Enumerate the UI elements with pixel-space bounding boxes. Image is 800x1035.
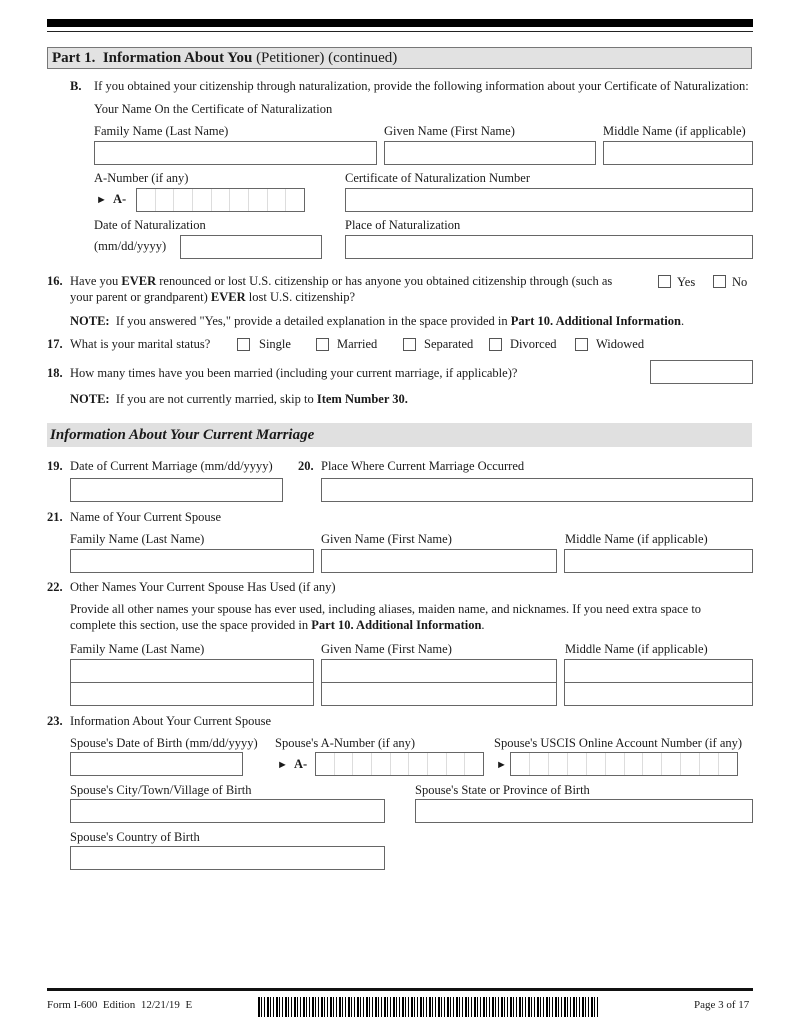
item-16-note: NOTE: If you answered "Yes," provide a detailed explanation in the space provided in Part 10. Additional Information. bbox=[70, 314, 685, 328]
nat-middle-name-input[interactable] bbox=[603, 141, 753, 165]
nat-date-input[interactable] bbox=[180, 235, 322, 259]
item-19-number: 19. bbox=[47, 459, 63, 473]
bottom-rule bbox=[47, 988, 753, 991]
nat-family-name-label: Family Name (Last Name) bbox=[94, 124, 229, 138]
nat-middle-name-label: Middle Name (if applicable) bbox=[603, 124, 746, 138]
nat-a-prefix: A- bbox=[113, 192, 127, 206]
spouse-middle-name-label: Middle Name (if applicable) bbox=[565, 532, 708, 546]
section-header-current-marriage: Information About Your Current Marriage bbox=[47, 423, 752, 447]
marital-single-checkbox[interactable] bbox=[237, 338, 250, 351]
other-family-name-label: Family Name (Last Name) bbox=[70, 642, 205, 656]
other-family-name-input-2[interactable] bbox=[70, 682, 314, 706]
top-rule-thin bbox=[47, 31, 753, 32]
spouse-city-label: Spouse's City/Town/Village of Birth bbox=[70, 783, 252, 797]
item-23-number: 23. bbox=[47, 714, 63, 728]
other-given-name-input-2[interactable] bbox=[321, 682, 557, 706]
item-22-instructions-line2: complete this section, use the space provided in Part 10. Additional Information. bbox=[70, 618, 485, 632]
cert-number-input[interactable] bbox=[345, 188, 753, 212]
spouse-a-number-label: Spouse's A-Number (if any) bbox=[275, 736, 416, 750]
spouse-country-input[interactable] bbox=[70, 846, 385, 870]
nat-given-name-label: Given Name (First Name) bbox=[384, 124, 515, 138]
arrow-icon: ► bbox=[496, 759, 507, 771]
marriage-place-input[interactable] bbox=[321, 478, 753, 502]
nat-a-number-input[interactable] bbox=[136, 188, 305, 212]
item-20-label: Place Where Current Marriage Occurred bbox=[321, 459, 525, 473]
marital-widowed-checkbox[interactable] bbox=[575, 338, 588, 351]
other-family-name-input-1[interactable] bbox=[70, 659, 314, 683]
item-16-no-checkbox[interactable] bbox=[713, 275, 726, 288]
spouse-uscis-account-input[interactable] bbox=[510, 752, 738, 776]
cert-number-label: Certificate of Naturalization Number bbox=[345, 171, 530, 185]
marital-married-label: Married bbox=[337, 337, 378, 351]
nat-place-label: Place of Naturalization bbox=[345, 218, 461, 232]
marital-single-label: Single bbox=[259, 337, 291, 351]
item-18-question: How many times have you been married (including your current marriage, if applicable)? bbox=[70, 366, 518, 380]
nat-a-number-label: A-Number (if any) bbox=[94, 171, 189, 185]
item-16-number: 16. bbox=[47, 274, 63, 288]
item-23-label: Information About Your Current Spouse bbox=[70, 714, 272, 728]
item-18-number: 18. bbox=[47, 366, 63, 380]
spouse-city-input[interactable] bbox=[70, 799, 385, 823]
item-16-question-line2: your parent or grandparent) EVER lost U.S. citizenship? bbox=[70, 290, 356, 304]
item-19-label: Date of Current Marriage (mm/dd/yyyy) bbox=[70, 459, 273, 473]
item-b-letter: B. bbox=[70, 79, 82, 93]
nat-given-name-input[interactable] bbox=[384, 141, 596, 165]
item-20-number: 20. bbox=[298, 459, 314, 473]
spouse-middle-name-input[interactable] bbox=[564, 549, 753, 573]
marital-separated-label: Separated bbox=[424, 337, 474, 351]
part-title: Information About You bbox=[102, 50, 253, 66]
nat-family-name-input[interactable] bbox=[94, 141, 377, 165]
barcode bbox=[258, 997, 600, 1017]
footer-page-number: Page 3 of 17 bbox=[694, 999, 750, 1011]
spouse-given-name-input[interactable] bbox=[321, 549, 557, 573]
item-16-yes-label: Yes bbox=[677, 275, 696, 289]
spouse-given-name-label: Given Name (First Name) bbox=[321, 532, 452, 546]
item-22-label: Other Names Your Current Spouse Has Used (if any) bbox=[70, 580, 336, 594]
arrow-icon: ► bbox=[96, 194, 107, 206]
marital-separated-checkbox[interactable] bbox=[403, 338, 416, 351]
spouse-state-input[interactable] bbox=[415, 799, 753, 823]
spouse-state-label: Spouse's State or Province of Birth bbox=[415, 783, 590, 797]
item-17-question: What is your marital status? bbox=[70, 337, 211, 351]
item-16-yes-checkbox[interactable] bbox=[658, 275, 671, 288]
item-22-instructions-line1: Provide all other names your spouse has ever used, including aliases, maiden name, and nicknames. If you need extra space to bbox=[70, 602, 702, 616]
item-18-note: NOTE: If you are not currently married, skip to Item Number 30. bbox=[70, 392, 408, 406]
other-given-name-label: Given Name (First Name) bbox=[321, 642, 452, 656]
other-middle-name-label: Middle Name (if applicable) bbox=[565, 642, 708, 656]
spouse-a-prefix: A- bbox=[294, 757, 308, 771]
item-21-number: 21. bbox=[47, 510, 63, 524]
item-22-number: 22. bbox=[47, 580, 63, 594]
marital-divorced-checkbox[interactable] bbox=[489, 338, 502, 351]
item-b-text: If you obtained your citizenship through naturalization, provide the following information about your Certificate of Naturalization: bbox=[94, 79, 749, 93]
part-suffix: (Petitioner) (continued) bbox=[256, 50, 398, 66]
spouse-country-label: Spouse's Country of Birth bbox=[70, 830, 200, 844]
other-middle-name-input-2[interactable] bbox=[564, 682, 753, 706]
spouse-dob-input[interactable] bbox=[70, 752, 243, 776]
spouse-uscis-label: Spouse's USCIS Online Account Number (if any) bbox=[494, 736, 743, 750]
item-16-no-label: No bbox=[732, 275, 748, 289]
spouse-family-name-input[interactable] bbox=[70, 549, 314, 573]
footer-form-info: Form I-600 Edition 12/21/19 E bbox=[47, 999, 193, 1011]
item-17-number: 17. bbox=[47, 337, 63, 351]
spouse-family-name-label: Family Name (Last Name) bbox=[70, 532, 205, 546]
part-header bbox=[47, 47, 752, 69]
other-given-name-input-1[interactable] bbox=[321, 659, 557, 683]
nat-date-label: Date of Naturalization bbox=[94, 218, 206, 232]
part-label: Part 1. bbox=[52, 50, 96, 66]
marital-divorced-label: Divorced bbox=[510, 337, 557, 351]
marital-widowed-label: Widowed bbox=[596, 337, 645, 351]
nat-place-input[interactable] bbox=[345, 235, 753, 259]
top-rule-thick bbox=[47, 19, 753, 27]
arrow-icon: ► bbox=[277, 759, 288, 771]
marital-married-checkbox[interactable] bbox=[316, 338, 329, 351]
spouse-dob-label: Spouse's Date of Birth (mm/dd/yyyy) bbox=[70, 736, 258, 750]
item-21-label: Name of Your Current Spouse bbox=[70, 510, 222, 524]
nat-date-format: (mm/dd/yyyy) bbox=[94, 239, 167, 253]
spouse-a-number-input[interactable] bbox=[315, 752, 484, 776]
other-middle-name-input-1[interactable] bbox=[564, 659, 753, 683]
item-b-subheading: Your Name On the Certificate of Naturalization bbox=[94, 102, 333, 116]
marriage-date-input[interactable] bbox=[70, 478, 283, 502]
times-married-input[interactable] bbox=[650, 360, 753, 384]
item-16-question-line1: Have you EVER renounced or lost U.S. citizenship or has anyone you obtained citizenship through (such as bbox=[70, 274, 613, 288]
